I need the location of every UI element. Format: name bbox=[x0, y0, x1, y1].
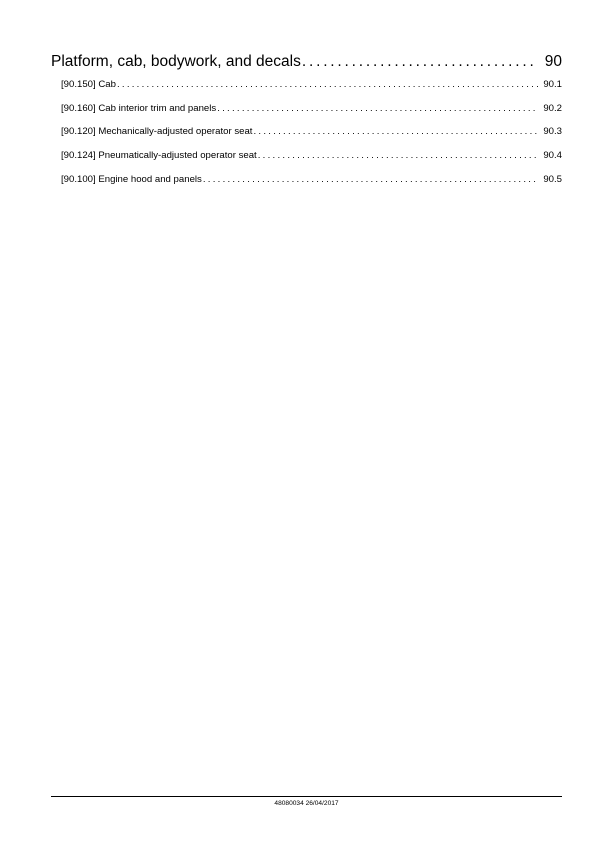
toc-dot-leader bbox=[302, 52, 537, 71]
toc-entry-engine-hood[interactable] bbox=[61, 174, 562, 186]
toc-entry-page: 90.1 bbox=[543, 79, 562, 90]
footer-divider bbox=[51, 796, 562, 797]
footer-document-id: 48080034 26/04/2017 bbox=[274, 800, 339, 807]
toc-entry-title: [90.124] Pneumatically-adjusted operator seat bbox=[61, 150, 257, 162]
toc-dot-leader bbox=[253, 126, 538, 138]
toc-section-title: Platform, cab, bodywork, and decals bbox=[51, 53, 301, 70]
toc-entry-pneumatic-seat[interactable] bbox=[61, 150, 562, 162]
toc-entry-page: 90.4 bbox=[543, 150, 562, 162]
toc-entry-mechanical-seat[interactable] bbox=[61, 126, 562, 138]
toc-entry-page: 90.5 bbox=[543, 173, 562, 185]
toc-entry-page: 90.2 bbox=[543, 102, 562, 114]
toc-entry-title: [90.160] Cab interior trim and panels bbox=[61, 102, 217, 114]
table-of-contents bbox=[51, 52, 562, 197]
toc-entry-title: [90.100] Engine hood and panels bbox=[61, 173, 202, 185]
toc-section-heading[interactable] bbox=[51, 52, 562, 71]
toc-dot-leader bbox=[203, 174, 538, 186]
toc-entry-title: [90.150] Cab bbox=[61, 79, 116, 90]
toc-dot-leader bbox=[217, 103, 538, 115]
toc-dot-leader bbox=[117, 79, 538, 91]
toc-entry-cab-interior-trim[interactable] bbox=[61, 103, 562, 115]
toc-entry-page: 90.3 bbox=[543, 126, 562, 138]
toc-entry-cab[interactable] bbox=[61, 79, 562, 91]
toc-entry-title: [90.120] Mechanically-adjusted operator seat bbox=[61, 126, 253, 138]
toc-section-page: 90 bbox=[544, 53, 562, 70]
toc-dot-leader bbox=[258, 150, 539, 162]
